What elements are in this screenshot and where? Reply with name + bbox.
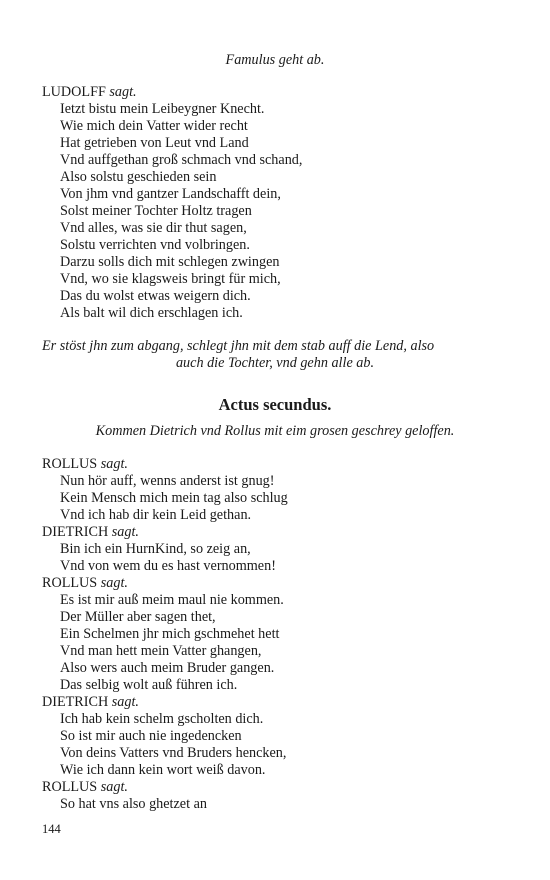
- verse-line: So ist mir auch nie ingedencken: [60, 728, 242, 744]
- speaker-tag: sagt.: [100, 575, 128, 591]
- verse-line: Nun hör auff, wenns anderst ist gnug!: [60, 473, 275, 489]
- verse-line: Ein Schelmen jhr mich gschmehet hett: [60, 626, 280, 642]
- verse-line: Vnd von wem du es hast vernommen!: [60, 558, 276, 574]
- verse-line: Wie ich dann kein wort weiß davon.: [60, 762, 266, 778]
- verse-line: Von deins Vatters vnd Bruders hencken,: [60, 745, 287, 761]
- verse-line: Als balt wil dich erschlagen ich.: [60, 305, 243, 321]
- page-number: 144: [42, 822, 61, 836]
- speaker-tag: sagt.: [100, 779, 128, 795]
- verse-line: Kein Mensch mich mein tag also schlug: [60, 490, 288, 506]
- stage-direction-exit: Famulus geht ab.: [225, 52, 325, 68]
- speaker-name: DIETRICH: [42, 524, 109, 540]
- stage-direction-line: auch die Tochter, vnd gehn alle ab.: [175, 355, 375, 371]
- verse-line: Es ist mir auß meim maul nie kommen.: [60, 592, 284, 608]
- speaker-label: [42, 694, 139, 711]
- verse-line: Wie mich dein Vatter wider recht: [60, 118, 248, 134]
- speaker-label: [42, 456, 128, 473]
- verse-line: Vnd ich hab dir kein Leid gethan.: [60, 507, 252, 523]
- speaker-label: [42, 524, 139, 541]
- speaker-label: [42, 84, 137, 101]
- stage-direction-line: Er stöst jhn zum abgang, schlegt jhn mit dem stab auff die Lend, also: [42, 338, 435, 354]
- verse-line: Vnd, wo sie klagsweis bringt für mich,: [60, 271, 281, 287]
- verse-line: Bin ich ein HurnKind, so zeig an,: [60, 541, 251, 557]
- verse-line: Darzu solls dich mit schlegen zwingen: [60, 254, 280, 270]
- verse-line: Das selbig wolt auß führen ich.: [60, 677, 238, 693]
- verse-line: Vnd man hett mein Vatter ghangen,: [60, 643, 262, 659]
- verse-line: Also solstu geschieden sein: [60, 169, 217, 185]
- act-heading: Actus secundus.: [218, 395, 332, 414]
- verse-line: Vnd auffgethan groß schmach vnd schand,: [60, 152, 303, 168]
- speaker-name: ROLLUS: [42, 575, 98, 591]
- verse-line: Von jhm vnd gantzer Landschafft dein,: [60, 186, 281, 202]
- act-subheading: Kommen Dietrich vnd Rollus mit eim grosen geschrey geloffen.: [95, 423, 455, 439]
- speaker-name: ROLLUS: [42, 779, 98, 795]
- speaker-label: [42, 779, 128, 796]
- speaker-label: [42, 575, 128, 592]
- verse-line: Der Müller aber sagen thet,: [60, 609, 216, 625]
- verse-line: So hat vns also ghetzet an: [60, 796, 207, 812]
- verse-line: Das du wolst etwas weigern dich.: [60, 288, 251, 304]
- speaker-tag: sagt.: [111, 694, 139, 710]
- verse-line: Ietzt bistu mein Leibeygner Knecht.: [60, 101, 265, 117]
- verse-line: Hat getrieben von Leut vnd Land: [60, 135, 249, 151]
- speaker-name: DIETRICH: [42, 694, 109, 710]
- verse-line: Also wers auch meim Bruder gangen.: [60, 660, 275, 676]
- speaker-tag: sagt.: [109, 84, 137, 100]
- speaker-tag: sagt.: [111, 524, 139, 540]
- verse-line: Solstu verrichten vnd volbringen.: [60, 237, 250, 253]
- verse-line: Vnd alles, was sie dir thut sagen,: [60, 220, 247, 236]
- speaker-name: LUDOLFF: [42, 84, 106, 100]
- speaker-tag: sagt.: [100, 456, 128, 472]
- verse-line: Ich hab kein schelm gscholten dich.: [60, 711, 264, 727]
- verse-line: Solst meiner Tochter Holtz tragen: [60, 203, 252, 219]
- speaker-name: ROLLUS: [42, 456, 98, 472]
